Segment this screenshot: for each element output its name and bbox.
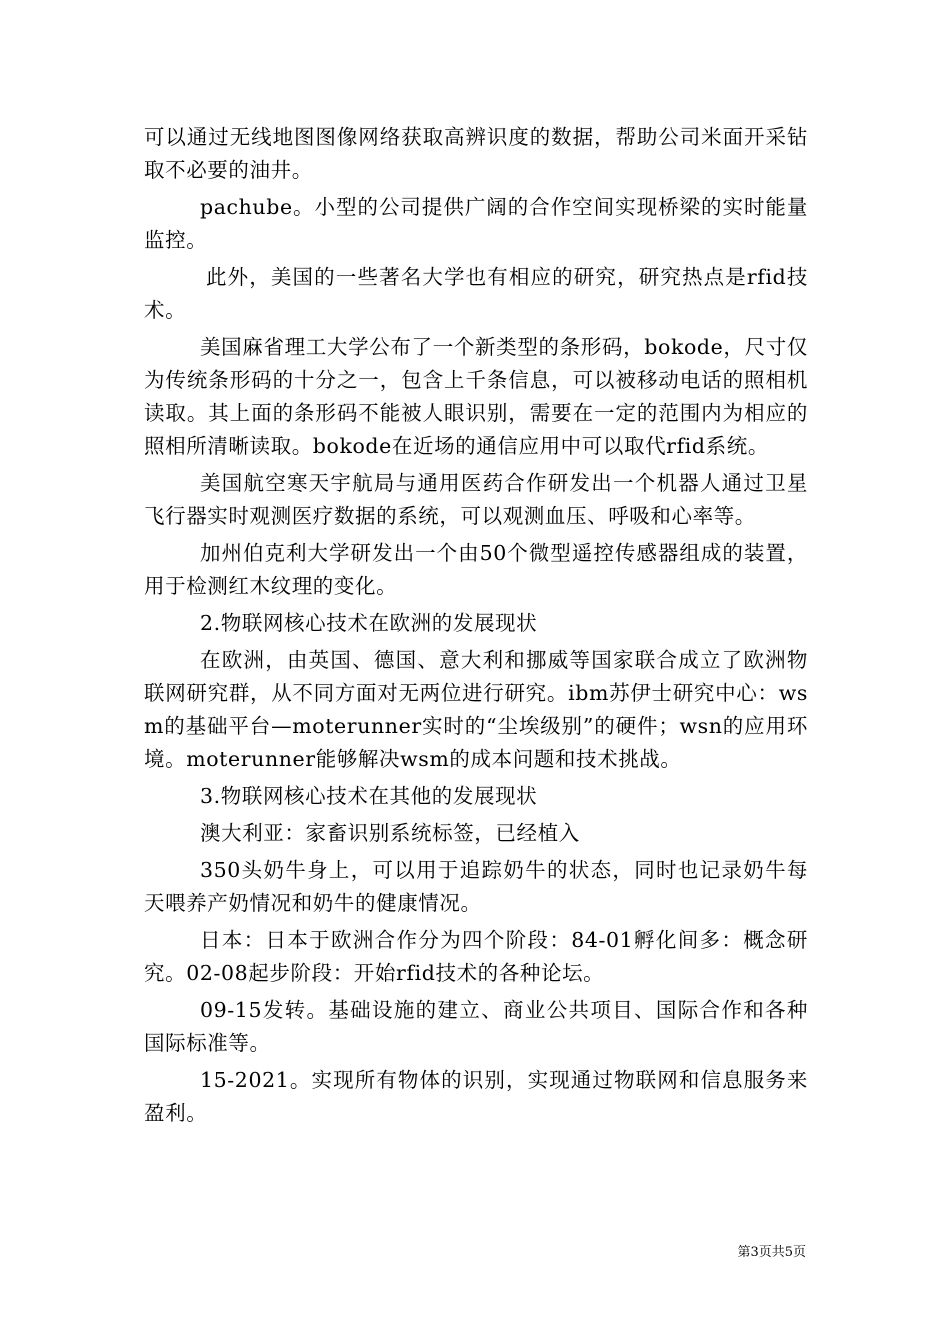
- paragraph-12: 15-2021。实现所有物体的识别，实现通过物联网和信息服务来盈利。: [144, 1068, 808, 1125]
- paragraph-2: pachube。小型的公司提供广阔的合作空间实现桥梁的实时能量监控。: [144, 195, 808, 252]
- section-heading-europe: 2.物联网核心技术在欧洲的发展现状: [200, 611, 538, 635]
- document-body: [144, 121, 808, 1134]
- paragraph-4: 美国麻省理工大学公布了一个新类型的条形码，bokode，尺寸仅为传统条形码的十分之一，包含上千条信息，可以被移动电话的照相机读取。其上面的条形码不能被人眼识别，需要在一定的范围内为相应的照相所清晰读取。bokode在近场的通信应用中可以取代rfid系统。: [144, 335, 808, 458]
- paragraph-9: 350头奶牛身上，可以用于追踪奶牛的状态，同时也记录奶牛每天喂养产奶情况和奶牛的健康情况。: [144, 858, 808, 915]
- paragraph-6: 加州伯克利大学研发出一个由50个微型遥控传感器组成的装置，用于检测红木纹理的变化。: [144, 541, 808, 598]
- paragraph-5: 美国航空寒天宇航局与通用医药合作研发出一个机器人通过卫星飞行器实时观测医疗数据的系统，可以观测血压、呼吸和心率等。: [144, 471, 808, 528]
- paragraph-11: 09-15发转。基础设施的建立、商业公共项目、国际合作和各种国际标准等。: [144, 998, 808, 1055]
- paragraph-8: 澳大利亚：家畜识别系统标签，已经植入: [200, 821, 580, 845]
- page-number: 第3页共5页: [737, 1245, 806, 1260]
- paragraph-1: 可以通过无线地图图像网络获取高辨识度的数据，帮助公司米面开采钻取不必要的油井。: [144, 125, 808, 182]
- paragraph-7: 在欧洲，由英国、德国、意大利和挪威等国家联合成立了欧洲物联网研究群，从不同方面对无两位进行研究。ibm苏伊士研究中心：wsm的基础平台—moterunner实时的“尘埃级别”的硬件；wsn的应用环境。moterunner能够解决wsm的成本问题和技术挑战。: [144, 648, 808, 771]
- paragraph-10: 日本：日本于欧洲合作分为四个阶段：84-01孵化间多：概念研究。02-08起步阶段：开始rfid技术的各种论坛。: [144, 928, 808, 985]
- section-heading-other: 3.物联网核心技术在其他的发展现状: [200, 784, 538, 808]
- paragraph-3: 此外，美国的一些著名大学也有相应的研究，研究热点是rfid技术。: [144, 265, 808, 322]
